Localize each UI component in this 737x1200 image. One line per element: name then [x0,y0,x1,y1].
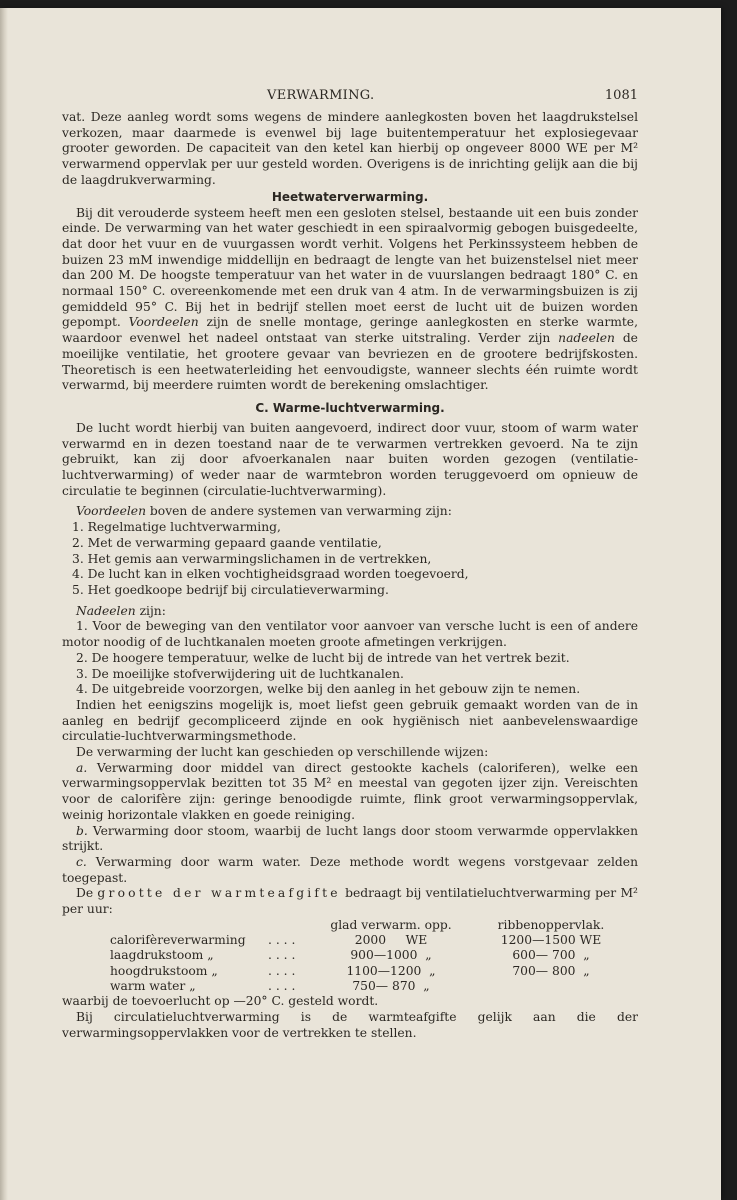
table-header-row [62,918,636,933]
row-glad: 2000 WE [354,933,428,948]
nadeelen-item: 4. De uitgebreide voorzorgen, welke bij den aanleg in het gebouw zijn te nemen. [76,682,581,697]
voordeelen-intro [62,504,638,520]
table-col-header: ribbenoppervlak. [497,917,605,932]
running-header [62,88,638,106]
voordeelen-intro-rest: boven de andere systemen van verwarming zijn: [149,504,452,519]
paragraph-warmteafgifte [62,886,638,917]
row-ditto: „ [189,978,196,993]
row-label [62,979,268,994]
nadeelen-item: 2. De hoogere temperatuur, welke de lucht bij de intrede van het vertrek bezit. [76,650,570,665]
row-ribben: 700— 800 „ [512,963,590,978]
row-glad: 750— 870 „ [352,978,430,993]
page-number: 1081 [604,88,638,103]
nadeelen-item: 3. De moeilijke stofverwijdering uit de luchtkanalen. [76,666,404,681]
table-row [62,933,636,948]
method-letter: a. [76,760,88,775]
paragraph-heetwater [62,206,638,394]
running-title: VERWARMING. [267,88,375,103]
warmte-lead: De [76,886,94,901]
voordeelen-item: 4. De lucht kan in elken vochtigheidsgraad worden toegevoerd, [72,567,469,582]
nadeelen-item: 1. Voor de beweging van den ventilator voor aanvoer van versche lucht is een of andere motor noodig of de luchtkanalen moeten groote afmetingen verkrijgen. [62,619,638,650]
method-text: Verwarming door middel van direct gestookte kachels (caloriferen), welke een verwarmingsoppervlak bezitten tot 35 M² en meestal van gegoten ijzer zijn. Vereischten voor de calorifère zijn: geringe benoodigde ruimte, flink groot verwarmingsoppervlak, weinig horizontale vlakken en goede reiniging. [62,760,638,822]
warmte-spaced: grootte der warmteafgifte [97,886,341,901]
row-label [62,948,268,963]
paragraph-warme-lucht: De lucht wordt hierbij van buiten aangevoerd, indirect door vuur, stoom of warm water verwarmd en in dezen toestand naar de te verwarmen vertrekken gevoerd. Na te zijn gebruikt, kan zij door afvoerkanalen naar buiten worden gezogen (ventilatie-luchtverwarming) of weder naar de warmtebron worden teruggevoerd om opnieuw de circulatie te beginnen (circulatie-luchtverwarming). [62,420,638,498]
table-row [62,948,636,963]
heading-warme-lucht: C. Warme-luchtverwarming. [255,400,445,415]
voordeelen-item: 2. Met de verwarming gepaard gaande ventilatie, [72,535,382,550]
paragraph-after-table: waarbij de toevoerlucht op —20° C. gesteld wordt. [62,994,379,1009]
paragraph-indien: Indien het eenigszins mogelijk is, moet liefst geen gebruik gemaakt worden van de in aanleg en bedrijf gecompliceerd zijnde en ook hygiënisch niet aanbevelenswaardige circulatie-luchtverwarmingsmethode. [62,697,638,744]
heet-text-c: de moeilijke ventilatie, het grootere gevaar van bevriezen en de grootere bedrijfskosten. Theoretisch is een heetwaterleiding het eenvoudigste, wanneer slechts één ruimte wordt verwarmd, bij meerdere ruimten wordt de berekening omslachtiger. [62,331,638,393]
row-ditto: „ [207,948,214,963]
book-page [0,8,721,1200]
nadeelen-intro-rest: zijn: [139,603,166,618]
method-item-c [62,855,638,886]
row-dots: . . . . [268,933,296,948]
row-label-text: warm water [110,978,186,993]
voordeelen-item: 3. Het gemis aan verwarmingslichamen in de vertrekken, [72,551,432,566]
nadeelen-intro-em: Nadeelen [76,603,136,618]
paragraph-wijzen: De verwarming der lucht kan geschieden op verschillende wijzen: [76,745,489,760]
row-ditto: „ [211,963,218,978]
heet-text-a: Bij dit verouderde systeem heeft men een gesloten stelsel, bestaande uit een buis zonder einde. De verwarming van het water geschiedt in een spiraalvormig gebogen buisgedeelte, dat door het vuur en de vuurgassen wordt verhit. Volgens het Perkinssysteem hebben de buizen 23 mM inwendige middellijn en bedraagt de lengte van het buizenstelsel niet meer dan 200 M. De hoogste temperatuur van het water in de vuurslangen bedraagt 180° C. en normaal 150° C. overeenkomende met een druk van 4 atm. In de verwarmingsbuizen is zij gemiddeld 95° C. Bij het in bedrijf stellen moet eerst de lucht uit de buizen worden gepompt. [62,205,638,330]
warmteafgifte-table [62,918,636,994]
row-glad: 900—1000 „ [350,948,432,963]
page-text-block [62,88,638,1041]
page-binding-edge [0,8,8,1200]
method-letter: c. [76,854,87,869]
paragraph-last: Bij circulatieluchtverwarming is de warmteafgifte gelijk aan die der verwarmingsoppervlakken voor de vertrekken te stellen. [62,1009,638,1040]
table-row [62,979,636,994]
row-label-text: laagdrukstoom [110,948,204,963]
row-ribben: 1200—1500 WE [500,933,602,948]
row-dots: . . . . [268,963,296,978]
row-dots: . . . . [268,978,296,993]
nadeelen-intro [62,604,638,620]
method-letter: b. [76,823,88,838]
row-label-text: hoogdrukstoom [110,963,208,978]
heet-text-b: zijn de snelle montage, geringe aanlegkosten en sterke warmte, waardoor evenwel het nadeel ontstaat van sterke uitstraling. Verder zijn [62,315,638,346]
row-ribben: 600— 700 „ [512,948,590,963]
voordeelen-item: 1. Regelmatige luchtverwarming, [72,520,281,535]
method-item-b [62,824,638,855]
row-dots: . . . . [268,948,296,963]
table-col-header: glad verwarm. opp. [330,917,452,932]
voordeelen-intro-em: Voordeelen [76,504,146,519]
heet-nadeelen: nadeelen [558,331,615,346]
row-glad: 1100—1200 „ [346,963,436,978]
row-label [62,933,268,948]
row-label [62,964,268,979]
method-text: Verwarming door warm water. Deze methode wordt wegens vorstgevaar zelden toegepast. [62,854,638,885]
heet-voordeelen: Voordeelen [128,315,199,330]
method-text: Verwarming door stoom, waarbij de lucht langs door stoom verwarmde oppervlakken strijkt. [62,823,638,854]
paragraph-intro: vat. Deze aanleg wordt soms wegens de mindere aanlegkosten boven het laagdrukstelsel verkozen, maar daarmede is evenwel bij lage buitentemperatuur het explosiegevaar grooter geworden. De capaciteit van den ketel kan hierbij op ongeveer 8000 WE per M² verwarmend oppervlak per uur gesteld worden. Overigens is de inrichting gelijk aan die bij de laagdrukverwarming. [62,110,638,187]
row-label-text: calorifèreverwarming [110,933,246,948]
method-item-a [62,761,638,824]
table-row [62,964,636,979]
voordeelen-item: 5. Het goedkoope bedrijf bij circulatieverwarming. [72,582,389,597]
row-ribben [466,979,636,994]
heading-heetwater: Heetwaterverwarming. [271,189,429,204]
warmte-rest: bedraagt bij ventilatieluchtverwarming per M² per uur: [62,886,638,917]
